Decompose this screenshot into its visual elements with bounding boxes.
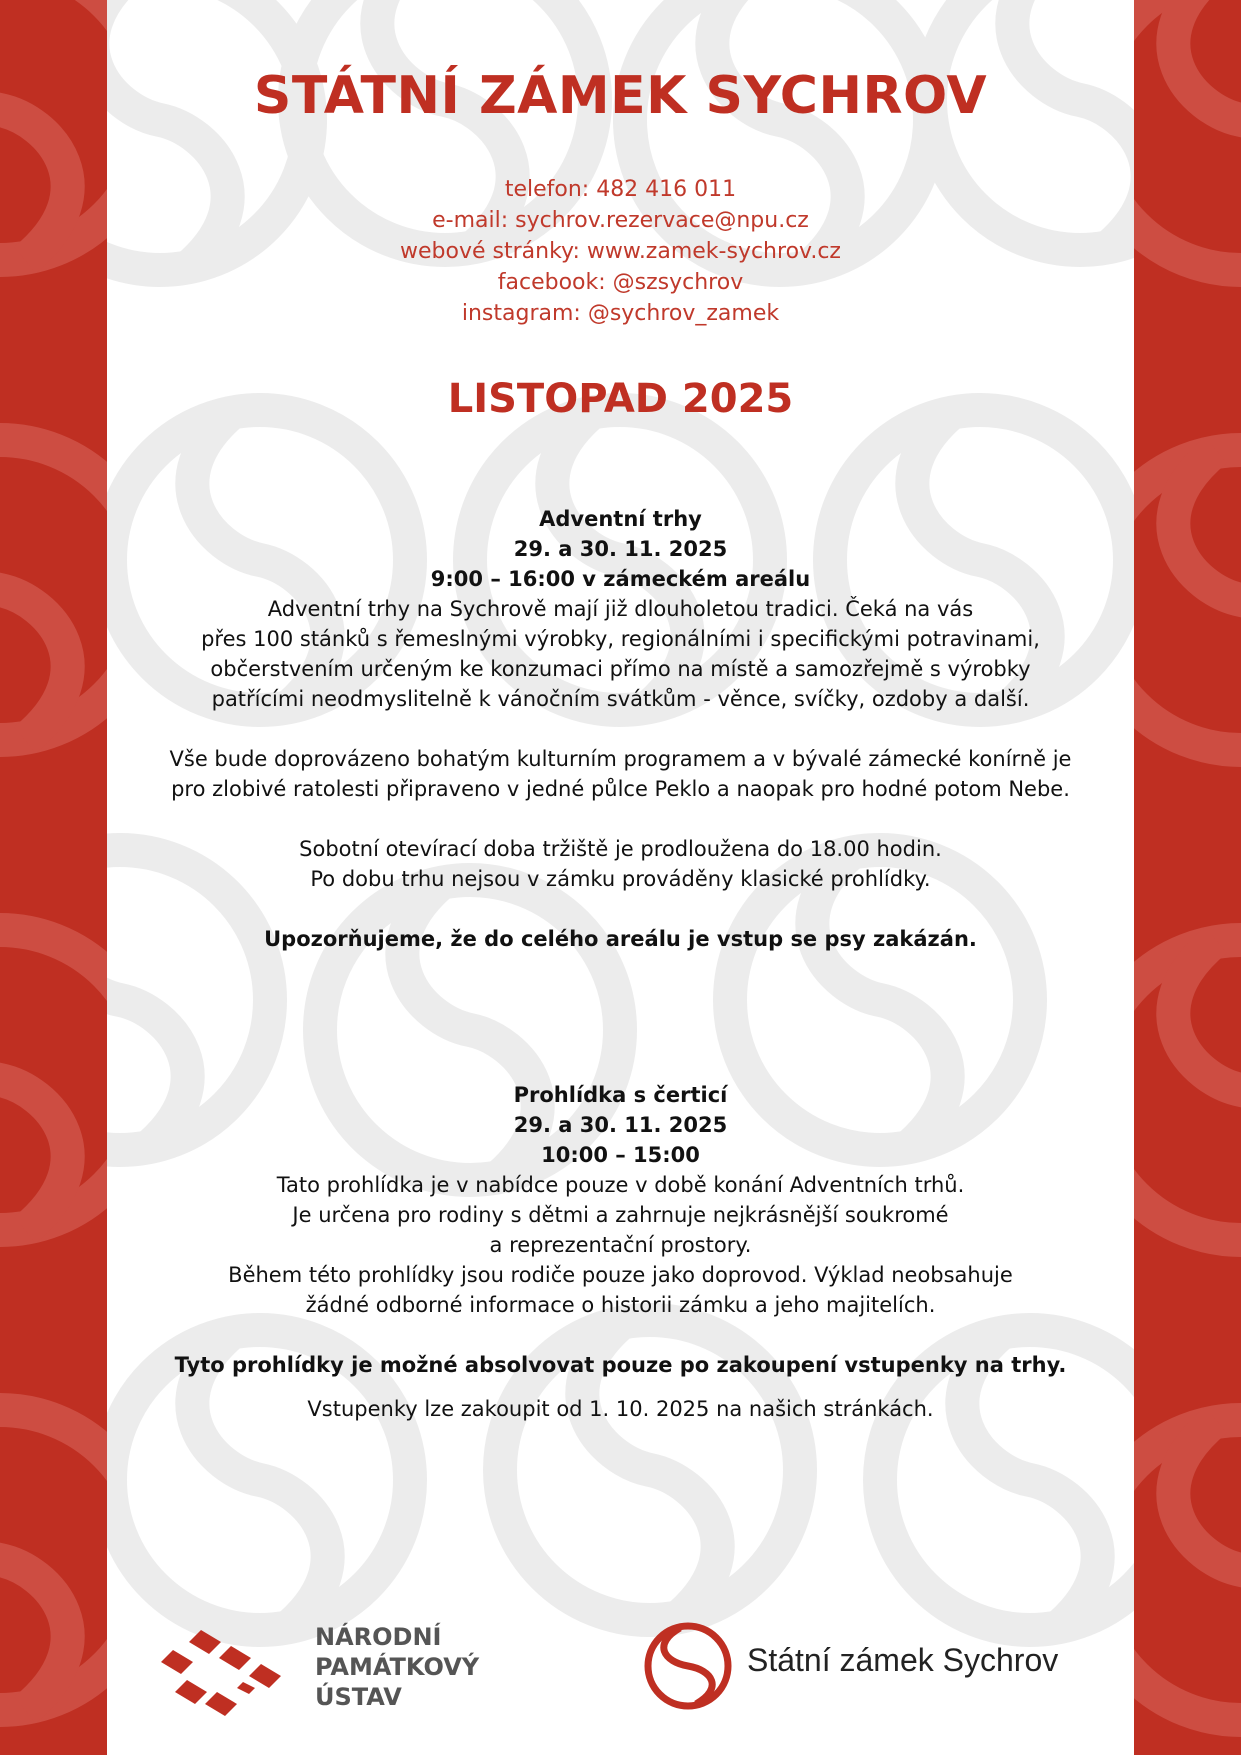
event-text-line: přes 100 stánků s řemeslnými výrobky, regionálními i specifickými potravinami, bbox=[201, 627, 1040, 651]
event-name: Prohlídka s čerticí bbox=[513, 1083, 728, 1107]
event-devil-tour bbox=[127, 1080, 1114, 1424]
event-text-line: pro zlobivé ratolesti připraveno v jedné půlce Peklo a naopak pro hodné potom Nebe. bbox=[171, 777, 1070, 801]
npu-wordmark bbox=[315, 1622, 479, 1712]
event-time: 10:00 – 15:00 bbox=[541, 1143, 700, 1167]
contact-phone: telefon: 482 416 011 bbox=[504, 177, 737, 202]
event-text-line: patřícími neodmyslitelně k vánočním svátkům - věnce, svíčky, ozdoby a další. bbox=[211, 687, 1030, 711]
event-text-line: občerstvením určeným ke konzumaci přímo na místě a samozřejmě s výrobky bbox=[210, 657, 1031, 681]
event-name: Adventní trhy bbox=[539, 507, 702, 531]
sychrov-logo-icon bbox=[642, 1620, 734, 1712]
flyer-page bbox=[107, 0, 1134, 1755]
ticket-requirement-notice: Tyto prohlídky je možné absolvovat pouze po zakoupení vstupenky na trhy. bbox=[174, 1353, 1067, 1377]
contact-instagram[interactable]: instagram: @sychrov_zamek bbox=[461, 301, 780, 326]
event-text-line: žádné odborné informace o historii zámku a jeho majitelích. bbox=[305, 1293, 936, 1317]
page-title: STÁTNÍ ZÁMEK SYCHROV bbox=[253, 66, 988, 126]
npu-wordmark-line: ÚSTAV bbox=[315, 1683, 402, 1711]
event-text-line: Po dobu trhu nejsou v zámku prováděny klasické prohlídky. bbox=[310, 867, 931, 891]
npu-wordmark-line: PAMÁTKOVÝ bbox=[315, 1653, 480, 1681]
event-text-line: Během této prohlídky jsou rodiče pouze jako doprovod. Výklad neobsahuje bbox=[228, 1263, 1013, 1287]
npu-logo-icon bbox=[157, 1624, 287, 1724]
month-heading: LISTOPAD 2025 bbox=[447, 376, 794, 422]
sychrov-wordmark: Státní zámek Sychrov bbox=[747, 1642, 1059, 1678]
event-time: 9:00 – 16:00 v zámeckém areálu bbox=[430, 567, 811, 591]
event-text-line: Sobotní otevírací doba tržiště je prodloužena do 18.00 hodin. bbox=[299, 837, 942, 861]
event-text-line: a reprezentační prostory. bbox=[489, 1233, 752, 1257]
event-text-line: Je určena pro rodiny s dětmi a zahrnuje nejkrásnější soukromé bbox=[292, 1203, 949, 1227]
dog-warning: Upozorňujeme, že do celého areálu je vstup se psy zakázán. bbox=[264, 927, 977, 951]
contact-email[interactable]: e-mail: sychrov.rezervace@npu.cz bbox=[432, 208, 809, 233]
event-text-line: Vše bude doprovázeno bohatým kulturním programem a v bývalé zámecké konírně je bbox=[169, 747, 1072, 771]
contact-block bbox=[107, 174, 1134, 329]
event-text-line: Adventní trhy na Sychrově mají již dlouholetou tradici. Čeká na vás bbox=[267, 597, 974, 621]
footer-logos bbox=[107, 1608, 1134, 1728]
event-advent-market bbox=[127, 504, 1114, 954]
ticket-sale-info: Vstupenky lze zakoupit od 1. 10. 2025 na našich stránkách. bbox=[307, 1397, 934, 1421]
event-date: 29. a 30. 11. 2025 bbox=[513, 537, 728, 561]
event-date: 29. a 30. 11. 2025 bbox=[513, 1113, 728, 1137]
npu-wordmark-line: NÁRODNÍ bbox=[315, 1623, 442, 1651]
contact-website[interactable]: webové stránky: www.zamek-sychrov.cz bbox=[400, 239, 841, 264]
event-text-line: Tato prohlídka je v nabídce pouze v době konání Adventních trhů. bbox=[276, 1173, 965, 1197]
contact-facebook[interactable]: facebook: @szsychrov bbox=[497, 270, 744, 295]
